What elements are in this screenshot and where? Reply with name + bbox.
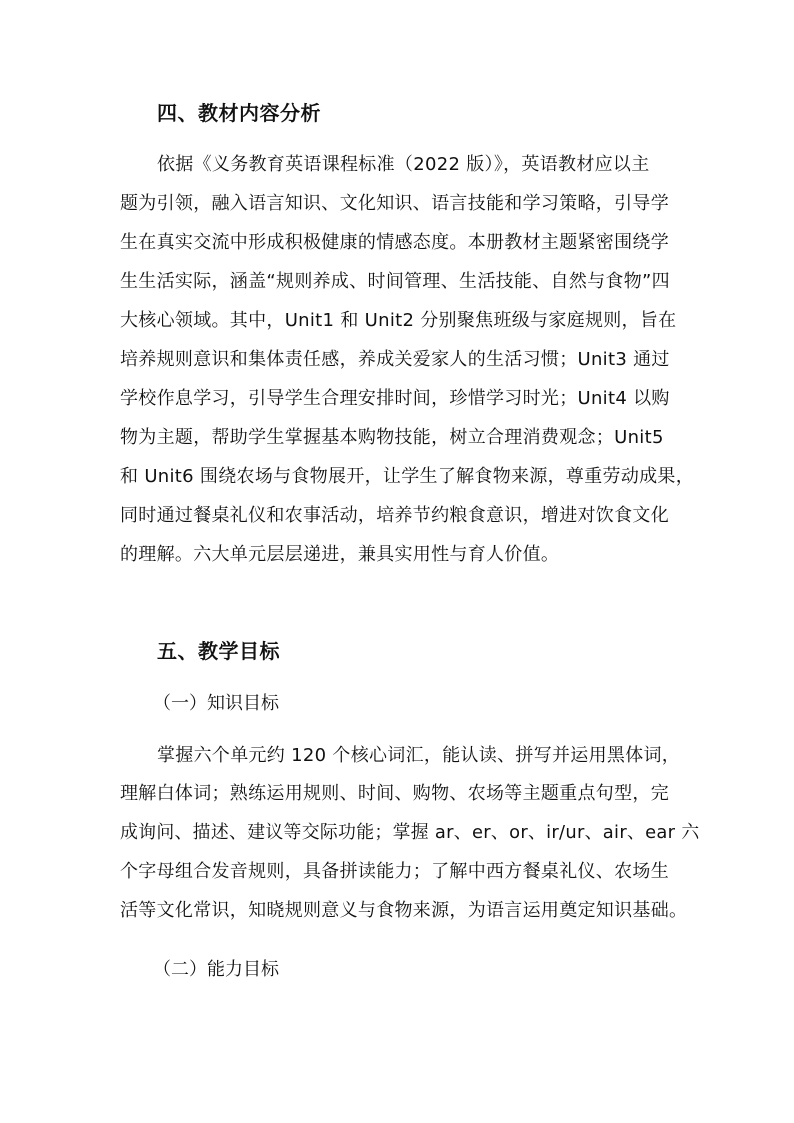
paragraph-line: 题为引领，融入语言知识、文化知识、语言技能和学习策略，引导学: [120, 193, 669, 214]
paragraph-line: 活等文化常识，知晓规则意义与食物来源，为语言运用奠定知识基础。: [120, 900, 688, 921]
paragraph-line: 大核心领域。其中，Unit1 和 Unit2 分别聚焦班级与家庭规则，旨在: [120, 310, 677, 331]
paragraph-line: 和 Unit6 围绕农场与食物展开，让学生了解食物来源，尊重劳动成果，: [120, 466, 695, 487]
section-5-heading: 五、教学目标: [157, 639, 280, 663]
section-4-heading: 四、教材内容分析: [157, 101, 321, 125]
paragraph-line: 成询问、描述、建议等交际功能；掌握 ar、er、or、ir/ur、air、ear 六: [120, 822, 700, 843]
paragraph-line: 生生活实际，涵盖“规则养成、时间管理、生活技能、自然与食物”四: [120, 271, 670, 292]
ability-goals-subheading: （二）能力目标: [153, 959, 279, 980]
paragraph-line: 掌握六个单元约 120 个核心词汇，能认读、拼写并运用黑体词，: [157, 745, 681, 766]
paragraph-line: 的理解。六大单元层层递进，兼具实用性与育人价值。: [120, 544, 560, 565]
paragraph-line: 培养规则意识和集体责任感，养成关爱家人的生活习惯；Unit3 通过: [120, 349, 670, 370]
paragraph-line: 个字母组合发音规则，具备拼读能力；了解中西方餐桌礼仪、农场生: [120, 861, 669, 882]
paragraph-line: 理解白体词；熟练运用规则、时间、购物、农场等主题重点句型，完: [120, 783, 669, 804]
paragraph-line: 依据《义务教育英语课程标准（2022 版）》，英语教材应以主: [157, 154, 650, 175]
paragraph-line: 物为主题，帮助学生掌握基本购物技能，树立合理消费观念；Unit5: [120, 427, 664, 448]
paragraph-line: 同时通过餐桌礼仪和农事活动，培养节约粮食意识，增进对饮食文化: [120, 505, 669, 526]
paragraph-line: 生在真实交流中形成积极健康的情感态度。本册教材主题紧密围绕学: [120, 232, 669, 253]
paragraph-line: 学校作息学习，引导学生合理安排时间，珍惜学习时光；Unit4 以购: [120, 388, 670, 409]
knowledge-goals-subheading: （一）知识目标: [153, 693, 279, 714]
